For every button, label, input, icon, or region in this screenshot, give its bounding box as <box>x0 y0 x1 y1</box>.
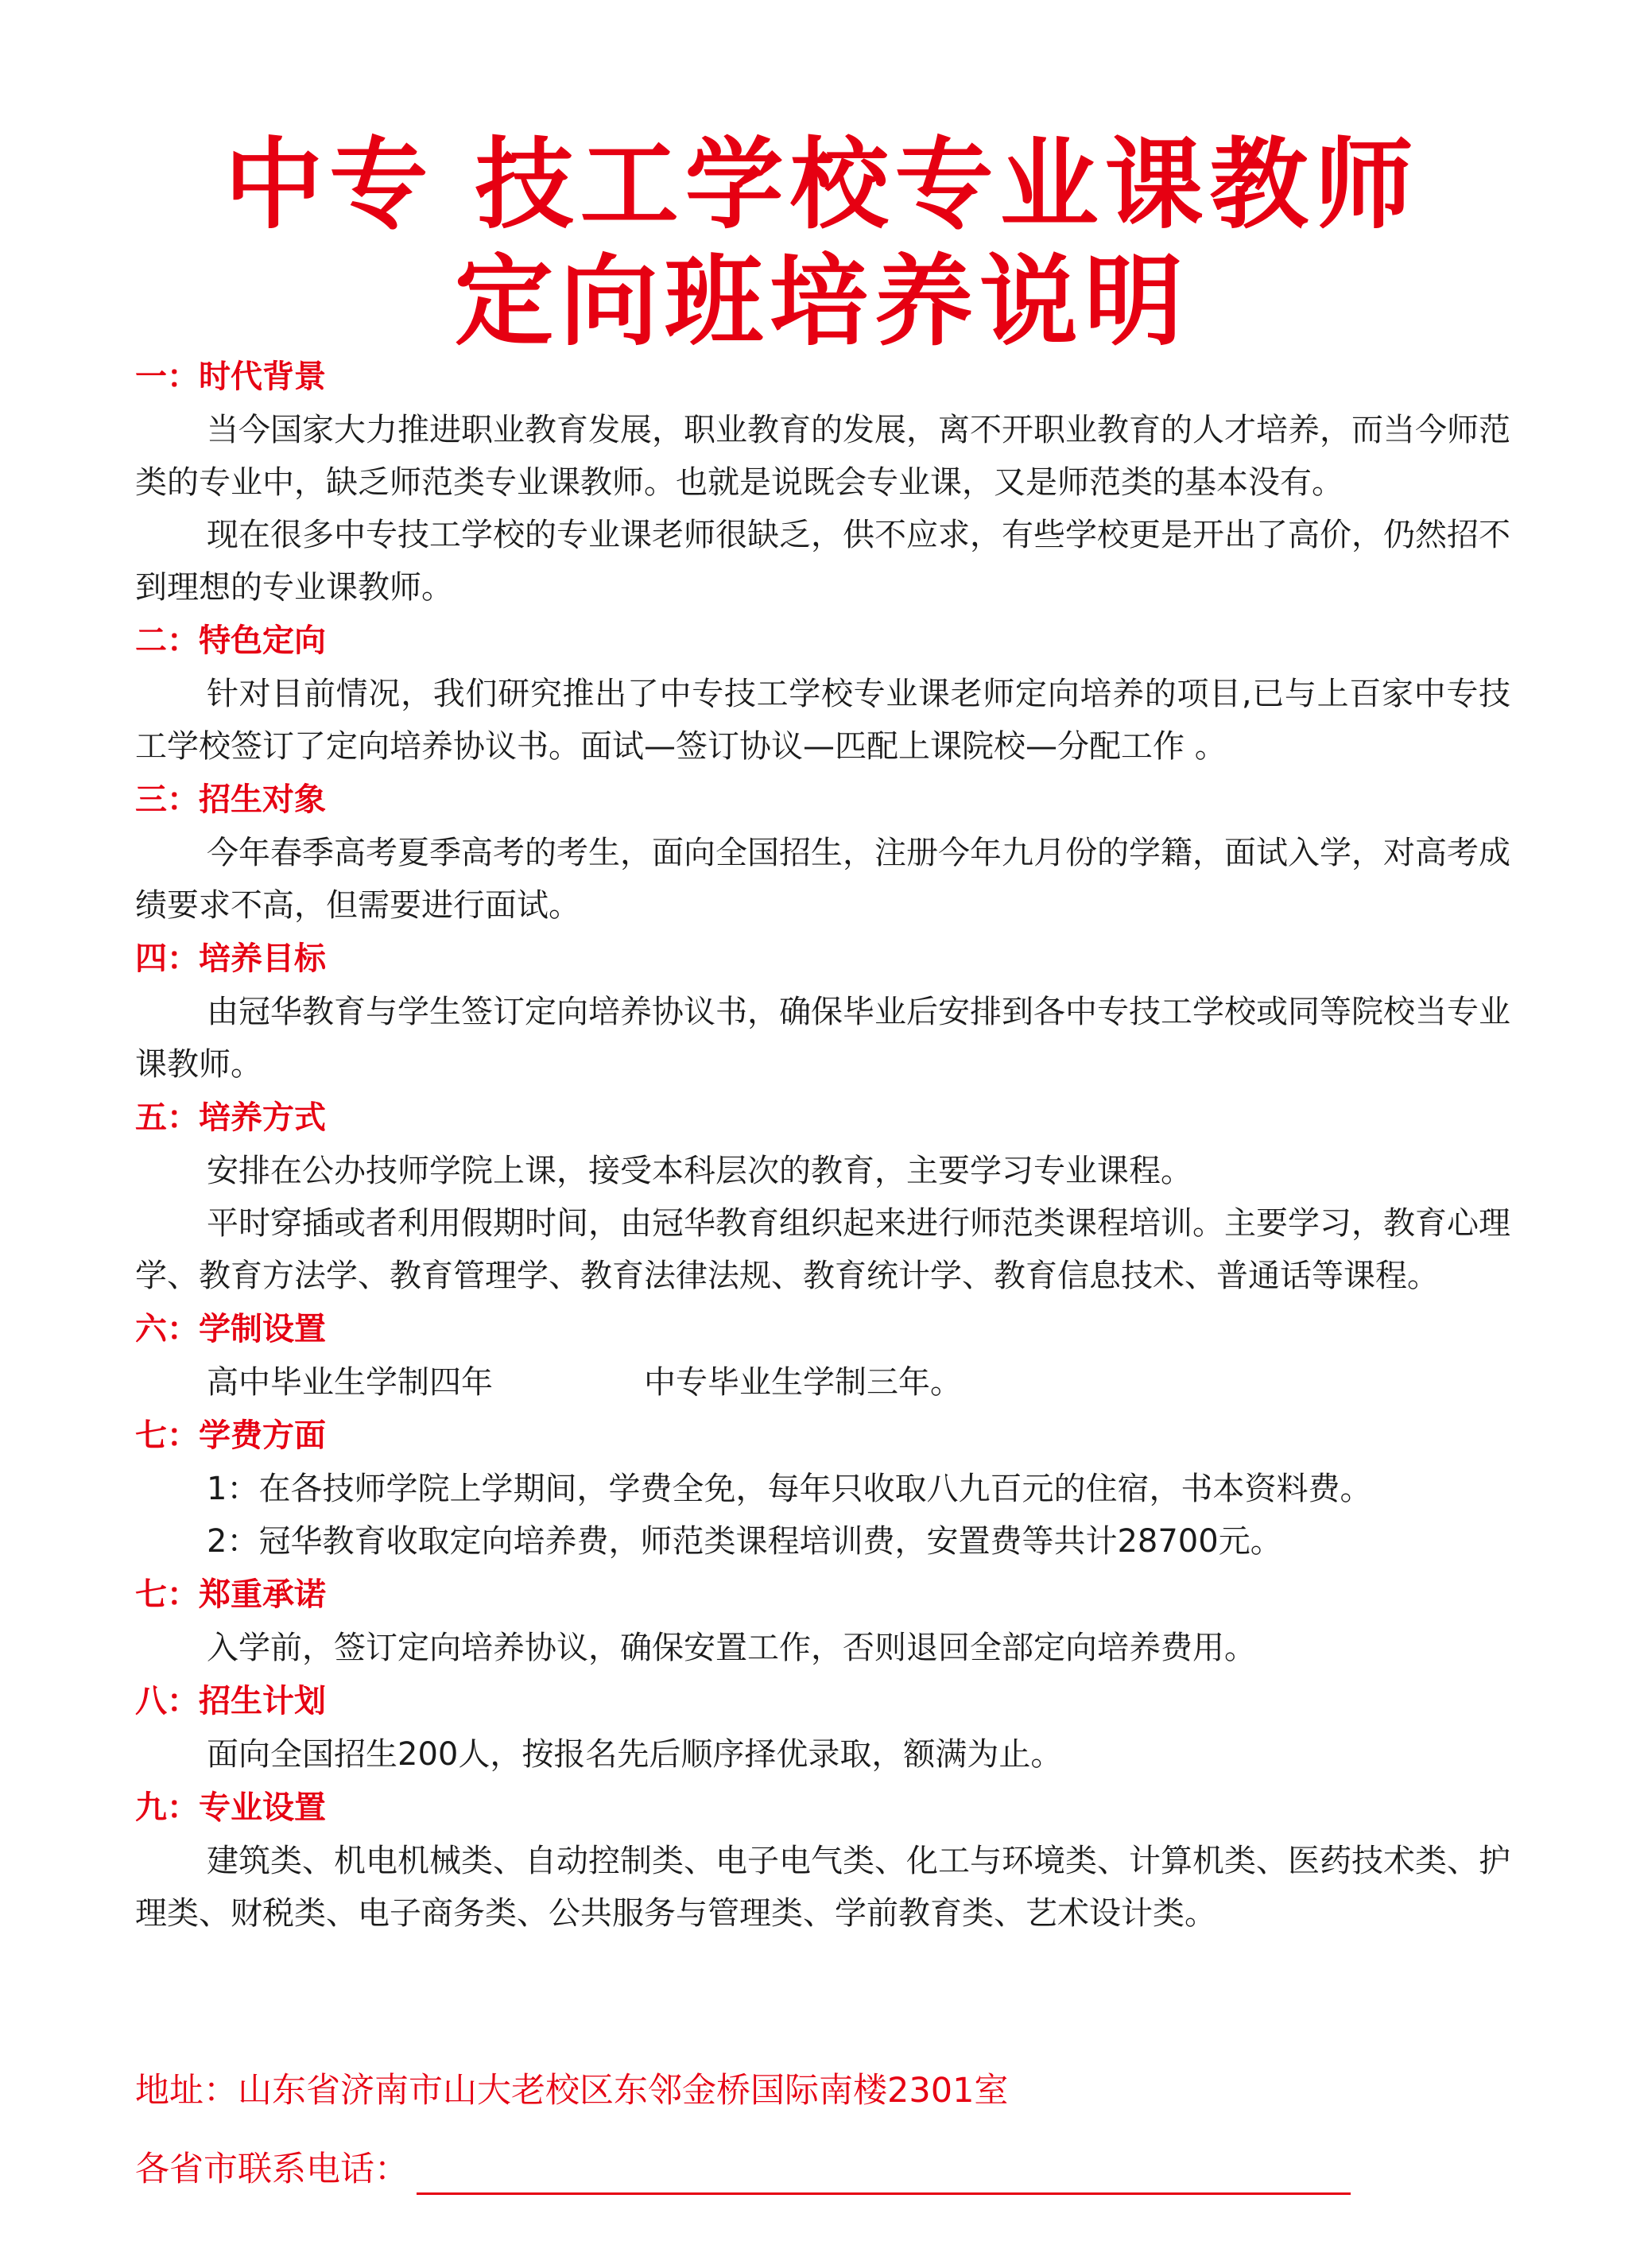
section-schooling-years <box>135 1305 1510 1409</box>
section-heading: 六：学制设置 <box>135 1311 326 1347</box>
paragraph: 今年春季高考夏季高考的考生，面向全国招生，注册今年九月份的学籍，面试入学，对高考成绩要求不高，但需要进行面试。 <box>135 835 1510 924</box>
phone-blank-line <box>417 2154 1351 2195</box>
paragraph: 2：冠华教育收取定向培养费，师范类课程培训费，安置费等共计28700元。 <box>207 1523 1282 1560</box>
paragraph: 针对目前情况，我们研究推出了中专技工学校专业课老师定向培养的项目,已与上百家中专技工学校签订了定向培养协议书。面试—签订协议—匹配上课院校—分配工作 。 <box>135 676 1510 765</box>
section-background <box>135 353 1510 614</box>
address: 地址：山东省济南市山大老校区东邻金桥国际南楼2301室 <box>135 2071 1009 2111</box>
content-body <box>135 350 1510 1940</box>
section-heading: 八：招生计划 <box>135 1683 326 1719</box>
section-heading: 一：时代背景 <box>135 359 326 395</box>
section-heading: 九：专业设置 <box>135 1789 326 1826</box>
paragraph: 入学前，签订定向培养协议，确保安置工作，否则退回全部定向培养费用。 <box>207 1630 1256 1666</box>
section-training-method <box>135 1094 1510 1302</box>
section-heading: 四：培养目标 <box>135 940 326 977</box>
contact-phone-row <box>135 2144 1351 2195</box>
paragraph: 面向全国招生200人，按报名先后顺序择优录取，额满为止。 <box>207 1736 1063 1773</box>
schooling-secondary: 中专毕业生学制三年。 <box>644 1364 962 1401</box>
paragraph: 1：在各技师学院上学期间，学费全免，每年只收取八九百元的住宿，书本资料费。 <box>207 1471 1372 1507</box>
section-majors <box>135 1784 1510 1940</box>
paragraph: 当今国家大力推进职业教育发展，职业教育的发展，离不开职业教育的人才培养，而当今师范类的专业中，缺乏师范类专业课教师。也就是说既会专业课，又是师范类的基本没有。 <box>135 412 1510 501</box>
paragraph: 建筑类、机电机械类、自动控制类、电子电气类、化工与环境类、计算机类、医药技术类、护理类、财税类、电子商务类、公共服务与管理类、学前教育类、艺术设计类。 <box>135 1843 1510 1932</box>
contact-phone-label: 各省市联系电话： <box>135 2150 409 2189</box>
section-heading: 五：培养方式 <box>135 1099 326 1136</box>
section-heading: 七：学费方面 <box>135 1417 326 1454</box>
paragraph: 安排在公办技师学院上课，接受本科层次的教育，主要学习专业课程。 <box>207 1153 1192 1189</box>
paragraph: 现在很多中专技工学校的专业课老师很缺乏，供不应求，有些学校更是开出了高价，仍然招不到理想的专业课教师。 <box>135 517 1510 606</box>
section-heading: 七：郑重承诺 <box>135 1576 326 1613</box>
section-enrollment-target <box>135 776 1510 932</box>
page-title-line-1: 中专 技工学校专业课教师 <box>224 128 1420 242</box>
schooling-high-school: 高中毕业生学制四年 <box>207 1364 493 1401</box>
section-tuition <box>135 1412 1510 1568</box>
page-title-line-2: 定向班培养说明 <box>454 245 1189 359</box>
section-feature <box>135 617 1510 773</box>
section-commitment <box>135 1571 1510 1674</box>
section-heading: 三：招生对象 <box>135 781 326 818</box>
paragraph: 由冠华教育与学生签订定向培养协议书，确保毕业后安排到各中专技工学校或同等院校当专业课教师。 <box>135 994 1510 1083</box>
paragraph: 平时穿插或者利用假期时间，由冠华教育组织起来进行师范类课程培训。主要学习，教育心理学、教育方法学、教育管理学、教育法律法规、教育统计学、教育信息技术、普通话等课程。 <box>135 1205 1510 1294</box>
schooling-line <box>135 1356 1510 1409</box>
section-heading: 二：特色定向 <box>135 622 326 659</box>
section-training-goal <box>135 935 1510 1091</box>
section-enrollment-plan <box>135 1677 1510 1781</box>
